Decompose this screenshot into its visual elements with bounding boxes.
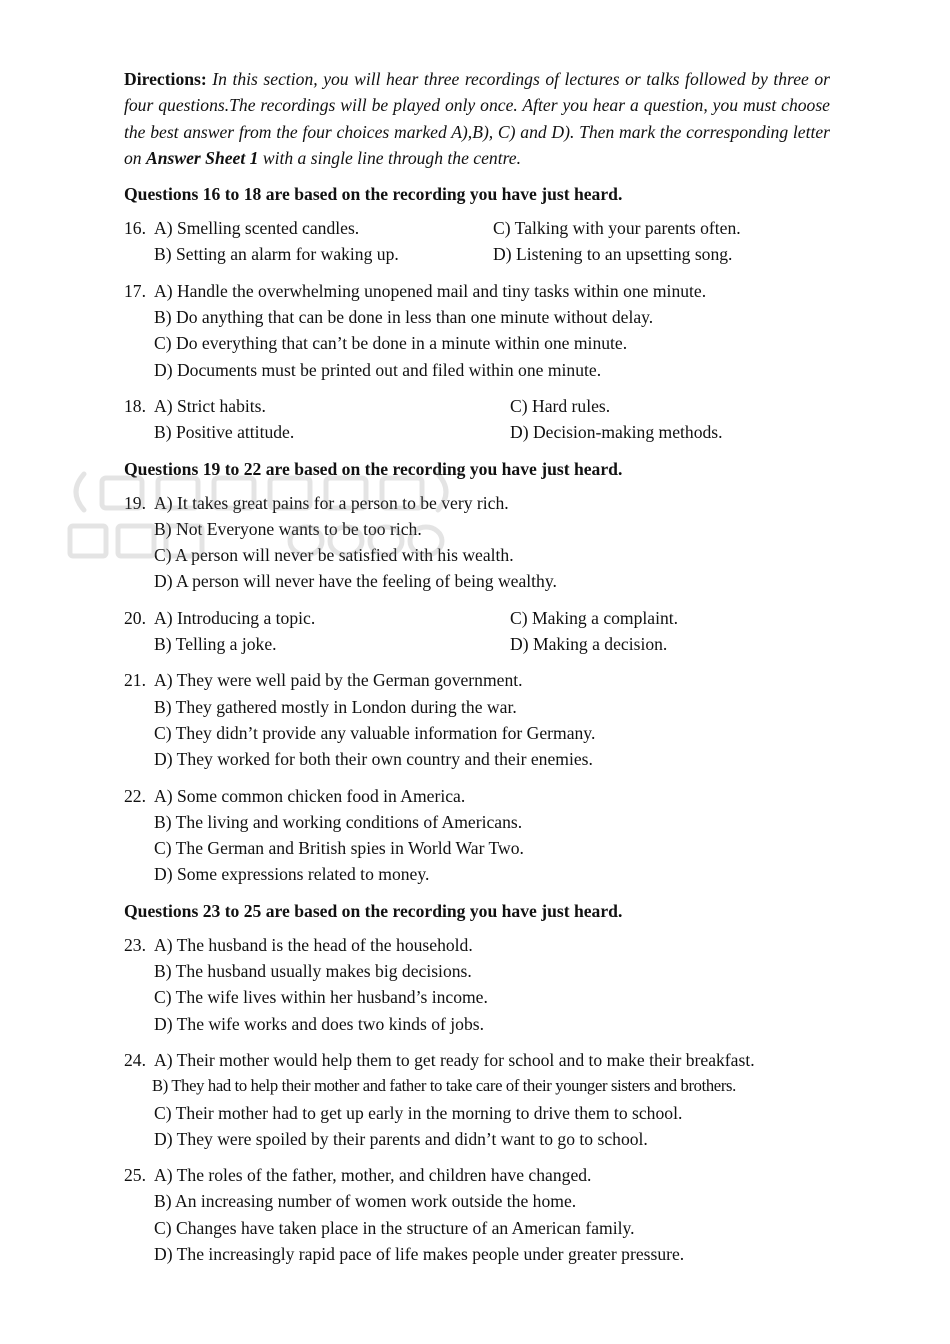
section-heading-23-25: Questions 23 to 25 are based on the recording you have just heard.	[124, 900, 623, 921]
question-number: 25.	[124, 1165, 146, 1186]
option-a: A) Smelling scented candles.	[154, 218, 360, 239]
option-c: C) Do everything that can’t be done in a minute within one minute.	[154, 333, 628, 354]
option-d: D) The increasingly rapid pace of life makes people under greater pressure.	[154, 1243, 685, 1264]
option-c: C) A person will never be satisfied with his wealth.	[154, 545, 514, 566]
option-d: D) They worked for both their own country and their enemies.	[154, 749, 593, 770]
question-25	[124, 1162, 830, 1267]
question-number: 18.	[124, 395, 146, 416]
option-d: D) They were spoiled by their parents and didn’t want to go to school.	[154, 1128, 648, 1149]
question-23	[124, 932, 830, 1037]
option-a: A) It takes great pains for a person to be very rich.	[154, 492, 509, 513]
question-16	[124, 215, 830, 268]
option-c: C) They didn’t provide any valuable information for Germany.	[154, 722, 596, 743]
option-b: B) The living and working conditions of Americans.	[154, 811, 523, 832]
question-number: 23.	[124, 934, 146, 955]
option-a: A) Introducing a topic.	[154, 607, 316, 628]
option-d: D) The wife works and does two kinds of jobs.	[154, 1013, 485, 1034]
option-b: B) Telling a joke.	[154, 634, 277, 655]
option-c: C) Talking with your parents often.	[493, 218, 741, 239]
directions-text-1: In this section, you will hear three recordings of lectures or talks followed by three or four questions.The recordings will be played only once. After you hear a question, you must choose the best answer from the four choices marked A),B), C) and D). Then mark the corresponding letter on	[124, 69, 830, 168]
option-a: A) Their mother would help them to get ready for school and to make their breakfast.	[154, 1049, 755, 1070]
option-c: C) The wife lives within her husband’s income.	[154, 987, 488, 1008]
option-b: B) They gathered mostly in London during the war.	[154, 696, 517, 717]
option-a: A) Some common chicken food in America.	[154, 785, 466, 806]
option-c: C) Making a complaint.	[510, 607, 679, 628]
directions-text-2: with a single line through the centre.	[258, 147, 522, 168]
option-d: D) Some expressions related to money.	[154, 864, 430, 885]
question-number: 17.	[124, 280, 146, 301]
option-c: C) Their mother had to get up early in the morning to drive them to school.	[154, 1102, 683, 1123]
option-b: B) Positive attitude.	[154, 422, 295, 443]
option-a: A) They were well paid by the German government.	[154, 670, 523, 691]
option-b: B) Do anything that can be done in less than one minute without delay.	[154, 307, 654, 328]
question-number: 20.	[124, 607, 146, 628]
option-c: C) Changes have taken place in the structure of an American family.	[154, 1217, 635, 1238]
option-d: D) Decision-making methods.	[510, 422, 723, 443]
question-17	[124, 278, 830, 383]
option-b: B) They had to help their mother and father to take care of their younger sisters and brothers.	[152, 1076, 736, 1096]
option-d: D) Making a decision.	[510, 634, 668, 655]
exam-page	[124, 66, 830, 1277]
question-21	[124, 667, 830, 772]
question-22	[124, 783, 830, 888]
option-b: B) Not Everyone wants to be too rich.	[154, 518, 422, 539]
question-18	[124, 393, 830, 446]
question-number: 19.	[124, 492, 146, 513]
option-c: C) The German and British spies in World War Two.	[154, 838, 524, 859]
option-c: C) Hard rules.	[510, 395, 611, 416]
question-number: 22.	[124, 785, 146, 806]
option-d: D) A person will never have the feeling of being wealthy.	[154, 571, 557, 592]
directions	[124, 66, 830, 171]
question-24	[124, 1047, 830, 1152]
option-b: B) An increasing number of women work outside the home.	[154, 1191, 577, 1212]
option-a: A) Strict habits.	[154, 395, 266, 416]
question-19	[124, 490, 830, 595]
directions-label: Directions:	[124, 69, 207, 89]
question-number: 24.	[124, 1049, 146, 1070]
option-a: A) The husband is the head of the household.	[154, 934, 473, 955]
option-d: D) Documents must be printed out and filed within one minute.	[154, 359, 602, 380]
section-heading-16-18: Questions 16 to 18 are based on the recording you have just heard.	[124, 184, 623, 205]
option-a: A) The roles of the father, mother, and children have changed.	[154, 1165, 592, 1186]
option-b: B) Setting an alarm for waking up.	[154, 244, 399, 265]
question-20	[124, 605, 830, 658]
option-a: A) Handle the overwhelming unopened mail and tiny tasks within one minute.	[154, 280, 707, 301]
question-number: 16.	[124, 218, 146, 239]
question-number: 21.	[124, 670, 146, 691]
answer-sheet-ref: Answer Sheet 1	[146, 147, 259, 168]
section-heading-19-22: Questions 19 to 22 are based on the recording you have just heard.	[124, 458, 623, 479]
option-b: B) The husband usually makes big decisions.	[154, 961, 472, 982]
option-d: D) Listening to an upsetting song.	[493, 244, 733, 265]
